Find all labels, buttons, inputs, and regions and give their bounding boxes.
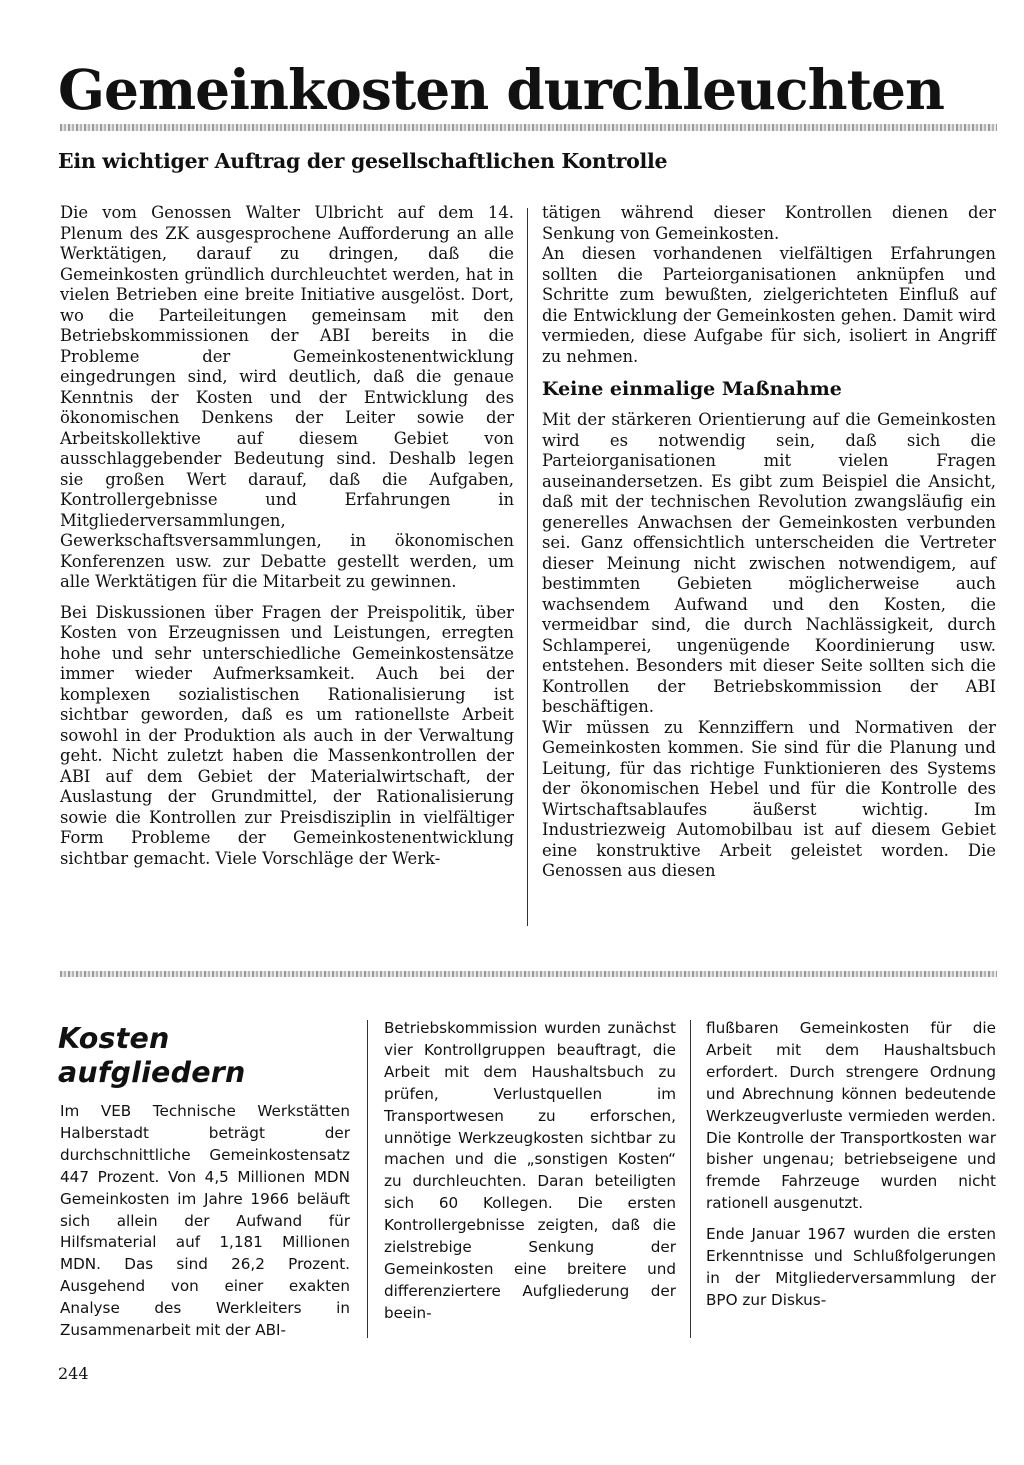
box-divider	[690, 1020, 691, 1338]
article-title: Gemeinkosten durchleuchten	[58, 57, 944, 122]
box-rule	[60, 971, 997, 977]
box-column-1	[60, 1101, 350, 1342]
body-paragraph: Wir müssen zu Kennziffern und Normativen der Gemeinkosten kommen. Sie sind für die Planung und Leitung, für das richtige Funktionieren des Systems der ökonomischen Hebel und für die Kontrolle des Wirtschaftsablaufes äußerst wichtig. Im Industriezweig Automobilbau ist auf diesem Gebiet eine konstruktive Arbeit geleistet worden. Die Genossen aus diesen	[542, 717, 996, 880]
box-column-3	[706, 1018, 996, 1312]
body-paragraph: Die vom Genossen Walter Ulbricht auf dem 14. Plenum des ZK ausgesprochene Aufforderung an alle Werktätigen, darauf zu dringen, daß die Gemeinkosten gründlich durchleuchtet werden, hat in vielen Betrieben eine breite Initiative ausgelöst. Dort, wo die Parteileitungen gemeinsam mit den Betriebskommissionen der ABI bereits in die Probleme der Gemeinkostenentwicklung eingedrungen sind, wird deutlich, daß die genaue Kenntnis der Kosten und der Entwicklung des ökonomischen Denkens der Leiter sowie der Arbeitskollektive auf diesem Gebiet von ausschlaggebender Bedeutung sind. Deshalb legen sie großen Wert darauf, daß die Aufgaben, Kontrollergebnisse und Erfahrungen in Mitgliederversammlungen, Gewerkschaftsversammlungen, in ökonomischen Konferenzen usw. zur Debatte gestellt werden, um alle Werktätigen für die Mitarbeit zu gewinnen.	[60, 203, 514, 591]
body-paragraph: tätigen während dieser Kontrollen dienen der Senkung von Gemeinkosten.	[542, 203, 996, 243]
section-heading: Keine einmalige Maßnahme	[542, 378, 842, 400]
box-paragraph: Betriebskommission wurden zunächst vier Kontrollgruppen beauftragt, die Arbeit mit dem Haushaltsbuch zu prüfen, Verlustquellen im Transportwesen zu erforschen, unnötige Werkzeugkosten sichtbar zu machen und die „sonstigen Kosten“ zu durchleuchten. Daran beteiligten sich 60 Kollegen. Die ersten Kontrollergebnisse zeigten, daß die zielstrebige Senkung der Gemeinkosten eine breitere und differenziertere Aufgliederung der beein-	[384, 1019, 676, 1322]
box-paragraph: flußbaren Gemeinkosten für die Arbeit mit dem Haushaltsbuch erfordert. Durch strengere Ordnung und Abrechnung können bedeutende Werkzeugverluste vermieden werden. Die Kontrolle der Transportkosten war bisher ungenau; betriebseigene und fremde Fahrzeuge wurden nicht rationell ausgenutzt.	[706, 1019, 996, 1213]
box-title-line: Kosten	[58, 1022, 170, 1055]
body-paragraph: Mit der stärkeren Orientierung auf die Gemeinkosten wird es notwendig sein, daß sich die Parteiorganisationen mit vielen Fragen auseinandersetzen. Es gibt zum Beispiel die Ansicht, daß mit der technischen Revolution zwangsläufig ein generelles Anwachsen der Gemeinkosten verbunden sei. Ganz offensichtlich unterscheiden die Vertreter dieser Meinung nicht zwischen notwendigem, auf bestimmten Gebieten möglicherweise auch wachsendem Aufwand und den Kosten, die vermeidbar sind, die durch Nachlässigkeit, durch Schlamperei, ungenügende Koordinierung usw. entstehen. Besonders mit dieser Seite sollten sich die Kontrollen der Betriebskommission der ABI beschäftigen.	[542, 410, 996, 716]
body-paragraph: An diesen vorhandenen vielfältigen Erfahrungen sollten die Parteiorganisationen anknüpfen und Schritte zum bewußten, zielgerichteten Einfluß auf die Entwicklung der Gemeinkosten gehen. Damit wird vermieden, diese Aufgabe für sich, isoliert in Angriff zu nehmen.	[542, 244, 996, 366]
page-number: 244	[58, 1364, 89, 1383]
box-title-line: aufgliedern	[58, 1056, 246, 1089]
box-column-2	[384, 1018, 676, 1325]
title-rule	[60, 124, 997, 131]
box-paragraph: Im VEB Technische Werkstätten Halberstadt beträgt der durchschnittliche Gemeinkostensatz 447 Prozent. Von 4,5 Millionen MDN Gemeinkosten im Jahre 1966 beläuft sich allein der Aufwand für Hilfsmaterial auf 1,181 Millionen MDN. Das sind 26,2 Prozent. Ausgehend von einer exakten Analyse des Werkleiters in Zusammenarbeit mit der ABI-	[60, 1102, 350, 1340]
box-paragraph: Ende Januar 1967 wurden die ersten Erkenntnisse und Schlußfolgerungen in der Mitgliederversammlung der BPO zur Diskus-	[706, 1225, 996, 1309]
box-divider	[367, 1020, 368, 1338]
body-paragraph: Bei Diskussionen über Fragen der Preispolitik, über Kosten von Erzeugnissen und Leistungen, erregten hohe und sehr unterschiedliche Gemeinkostensätze immer wieder Aufmerksamkeit. Auch bei der komplexen sozialistischen Rationalisierung ist sichtbar geworden, daß es um rationellste Arbeit sowohl in der Produktion als auch in der Verwaltung geht. Nicht zuletzt haben die Massenkontrollen der ABI auf dem Gebiet der Materialwirtschaft, der Auslastung der Grundmittel, der Rationalisierung sowie die Kontrollen zur Preisdisziplin in vielfältiger Form Probleme der Gemeinkostenentwicklung sichtbar gemacht. Viele Vorschläge der Werk-	[60, 602, 514, 868]
column-divider	[527, 208, 528, 926]
article-column-right	[542, 203, 996, 882]
article-column-left	[60, 203, 514, 869]
article-subtitle: Ein wichtiger Auftrag der gesellschaftlichen Kontrolle	[58, 149, 668, 173]
box-title	[58, 1022, 245, 1090]
